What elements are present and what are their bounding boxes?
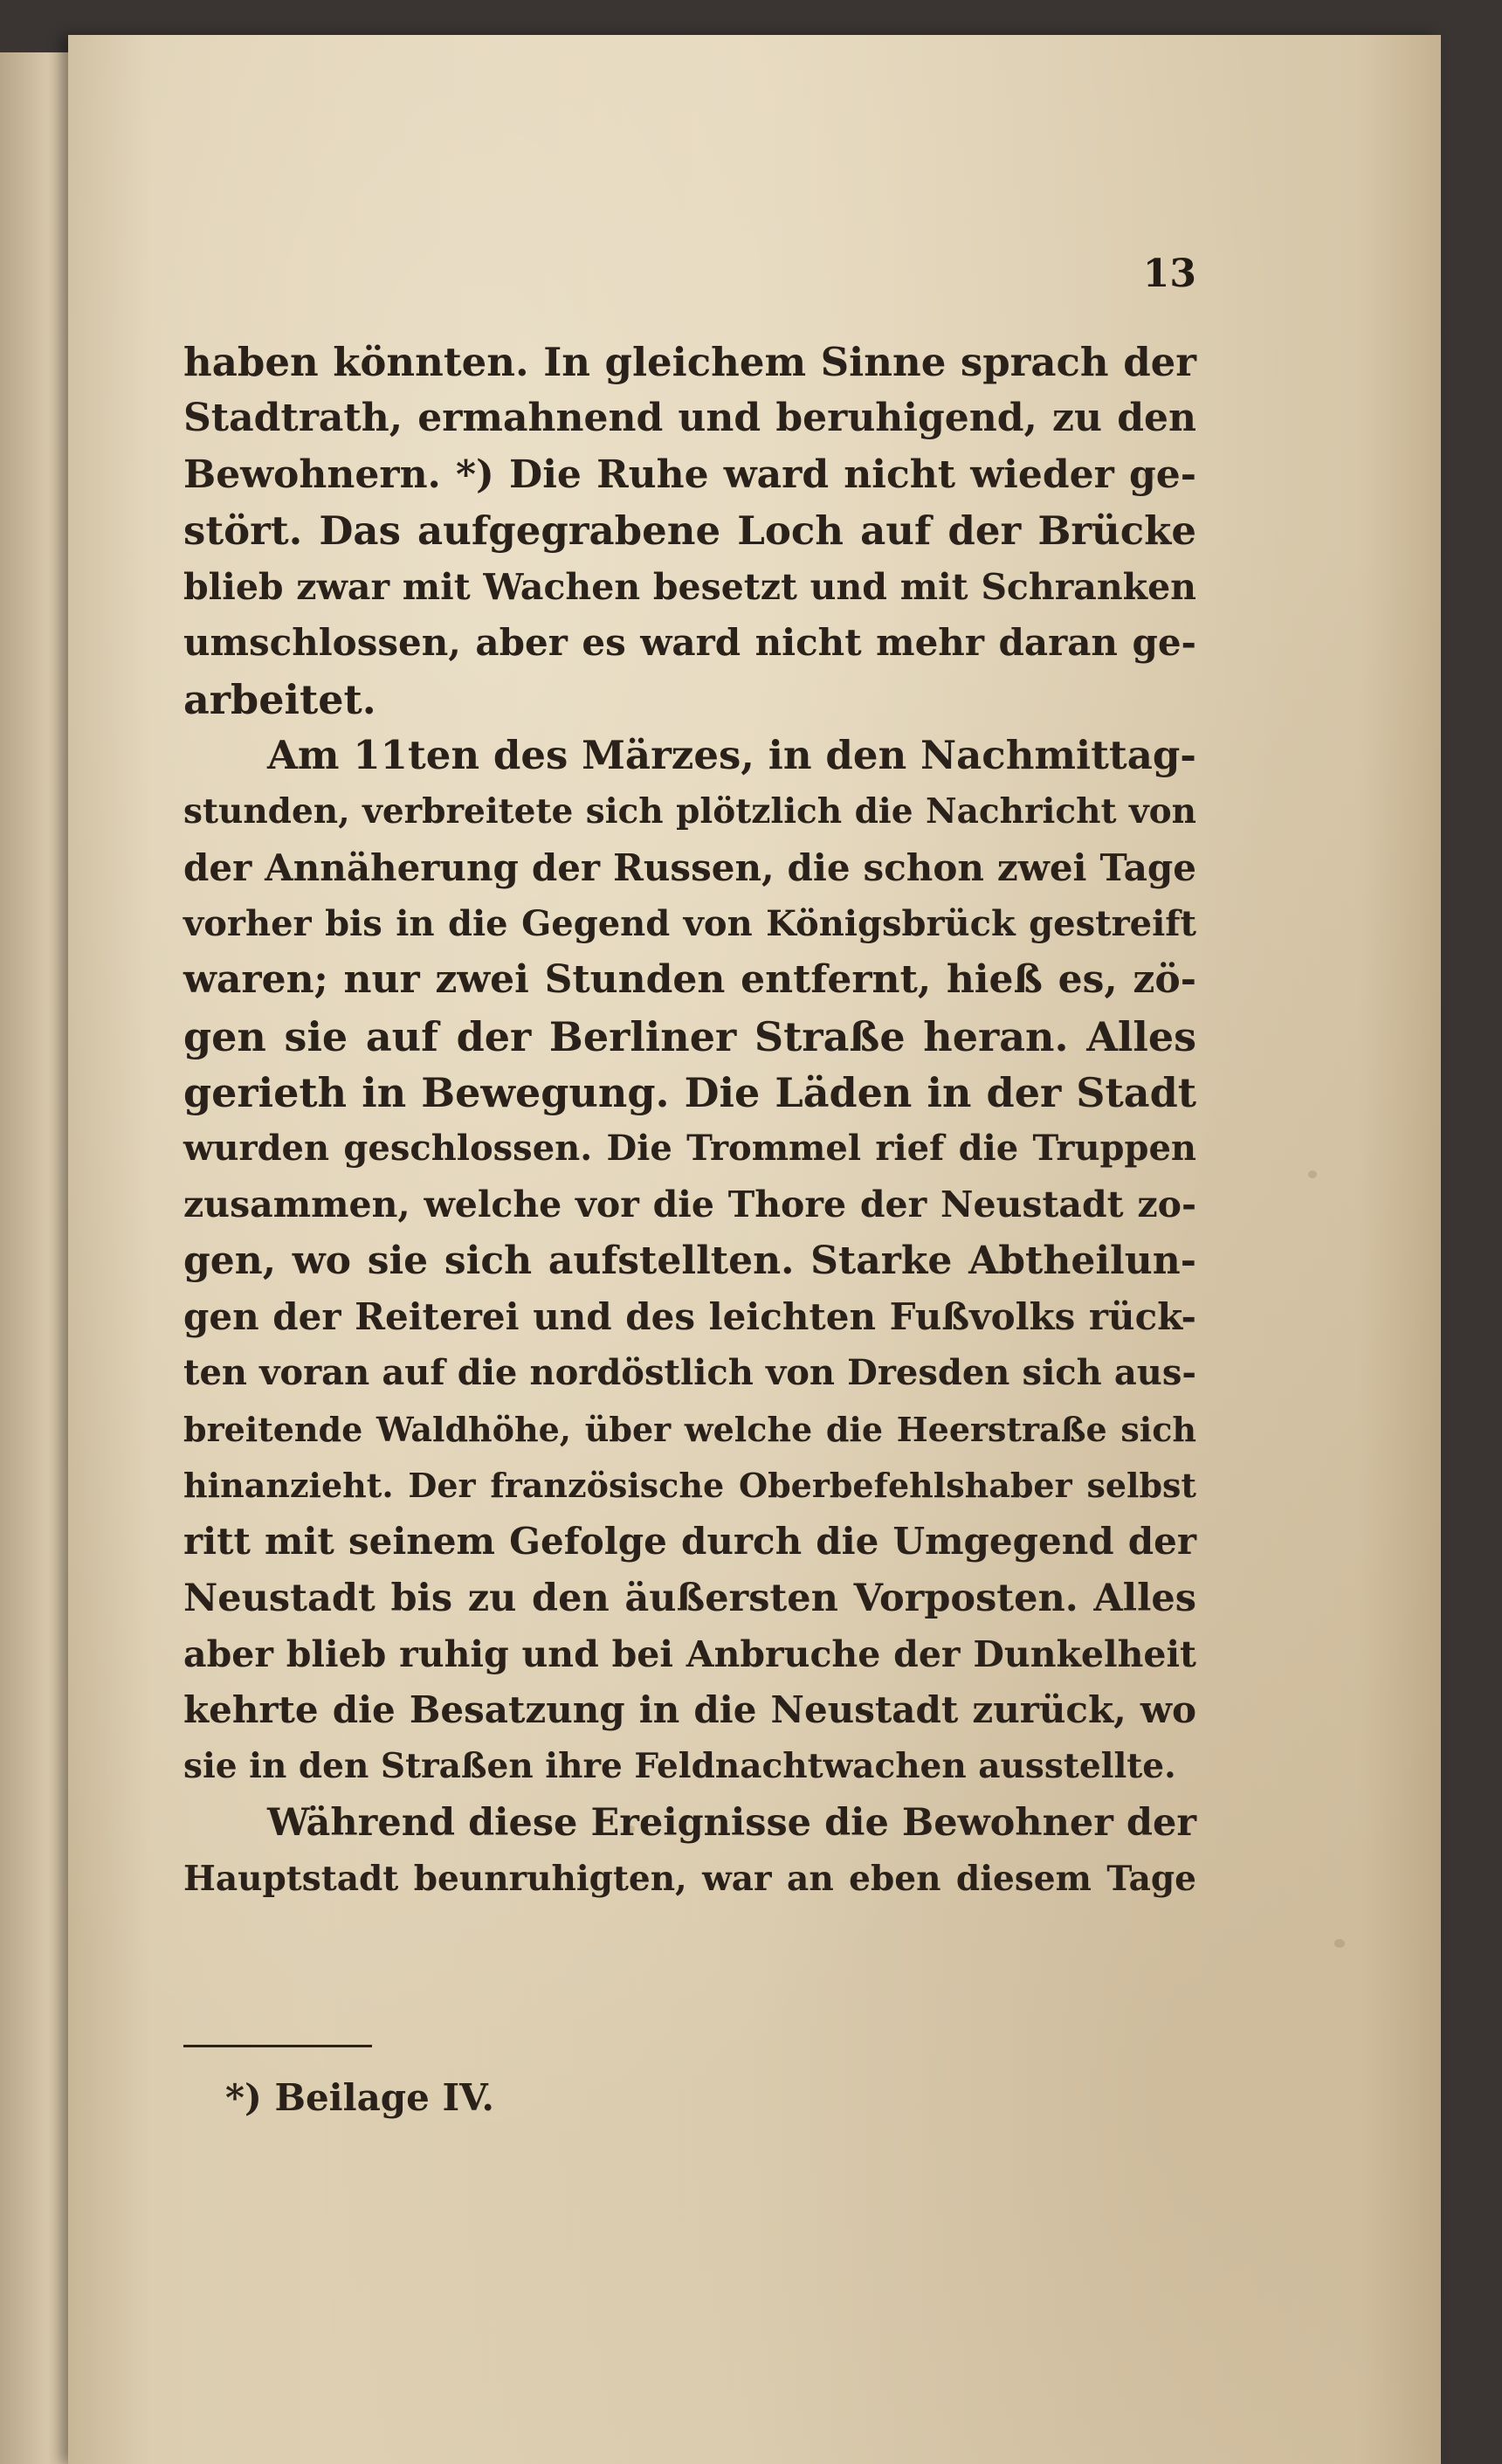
page-number: 13 [1142, 252, 1196, 296]
text-line: waren; nur zwei Stunden entfernt, hieß es, zö- [183, 957, 1196, 1003]
text-line: breitende Waldhöhe, über welche die Heerstraße sich [183, 1409, 1196, 1449]
text-line: der Annäherung der Russen, die schon zwei Tage [183, 845, 1196, 889]
text-line: Am 11ten des Märzes, in den Nachmittag- [267, 732, 1196, 779]
text-line: Während diese Ereignisse die Bewohner der [267, 1800, 1196, 1845]
text-line: stunden, verbreitete sich plötzlich die Nachricht von [183, 791, 1196, 832]
text-line: Hauptstadt beunruhigten, war an eben diesem Tage [183, 1859, 1196, 1900]
text-line: aber blieb ruhig und bei Anbruche der Dunkelheit [183, 1632, 1196, 1675]
text-line: gerieth in Bewegung. Die Läden in der Stadt [183, 1068, 1196, 1116]
footnote-separator [183, 2045, 372, 2047]
text-line: ten voran auf die nordöstlich von Dresden sich aus- [183, 1352, 1196, 1394]
underlying-page-edge [0, 52, 79, 2464]
text-line: zusammen, welche vor die Thore der Neustadt zo- [183, 1184, 1196, 1226]
text-line: arbeitet. [183, 675, 376, 723]
paper-spot [1308, 1170, 1317, 1178]
text-line: gen sie auf der Berliner Straße heran. Alles [183, 1012, 1196, 1060]
text-line: wurden geschlossen. Die Trommel rief die Truppen [183, 1128, 1196, 1170]
text-line: blieb zwar mit Wachen besetzt und mit Schranken [183, 566, 1196, 609]
text-line: vorher bis in die Gegend von Königsbrück gestreift [183, 902, 1196, 944]
body-text [183, 335, 1196, 1907]
text-line: kehrte die Besatzung in die Neustadt zurück, wo [183, 1688, 1196, 1732]
text-line: Neustadt bis zu den äußersten Vorposten. Alles [183, 1576, 1196, 1620]
text-line: hinanzieht. Der französische Oberbefehlshaber selbst [183, 1465, 1196, 1505]
text-line: Stadtrath, ermahnend und beruhigend, zu den [183, 396, 1196, 441]
text-line: sie in den Straßen ihre Feldnachtwachen ausstellte. [183, 1746, 1176, 1787]
text-line: haben könnten. In gleichem Sinne sprach der [183, 339, 1196, 385]
footnote: *) Beilage IV. [225, 2076, 495, 2119]
text-line: umschlossen, aber es ward nicht mehr daran ge- [183, 621, 1196, 665]
text-line: gen der Reiterei und des leichten Fußvolks rück- [183, 1295, 1196, 1339]
text-line: Bewohnern. *) Die Ruhe ward nicht wieder ge- [183, 452, 1196, 497]
text-line: ritt mit seinem Gefolge durch die Umgegend der [183, 1520, 1196, 1563]
text-line: stört. Das aufgegrabene Loch auf der Brücke [183, 507, 1196, 554]
text-line: gen, wo sie sich aufstellten. Starke Abtheilun- [183, 1238, 1196, 1283]
paper-spot [1334, 1939, 1345, 1948]
